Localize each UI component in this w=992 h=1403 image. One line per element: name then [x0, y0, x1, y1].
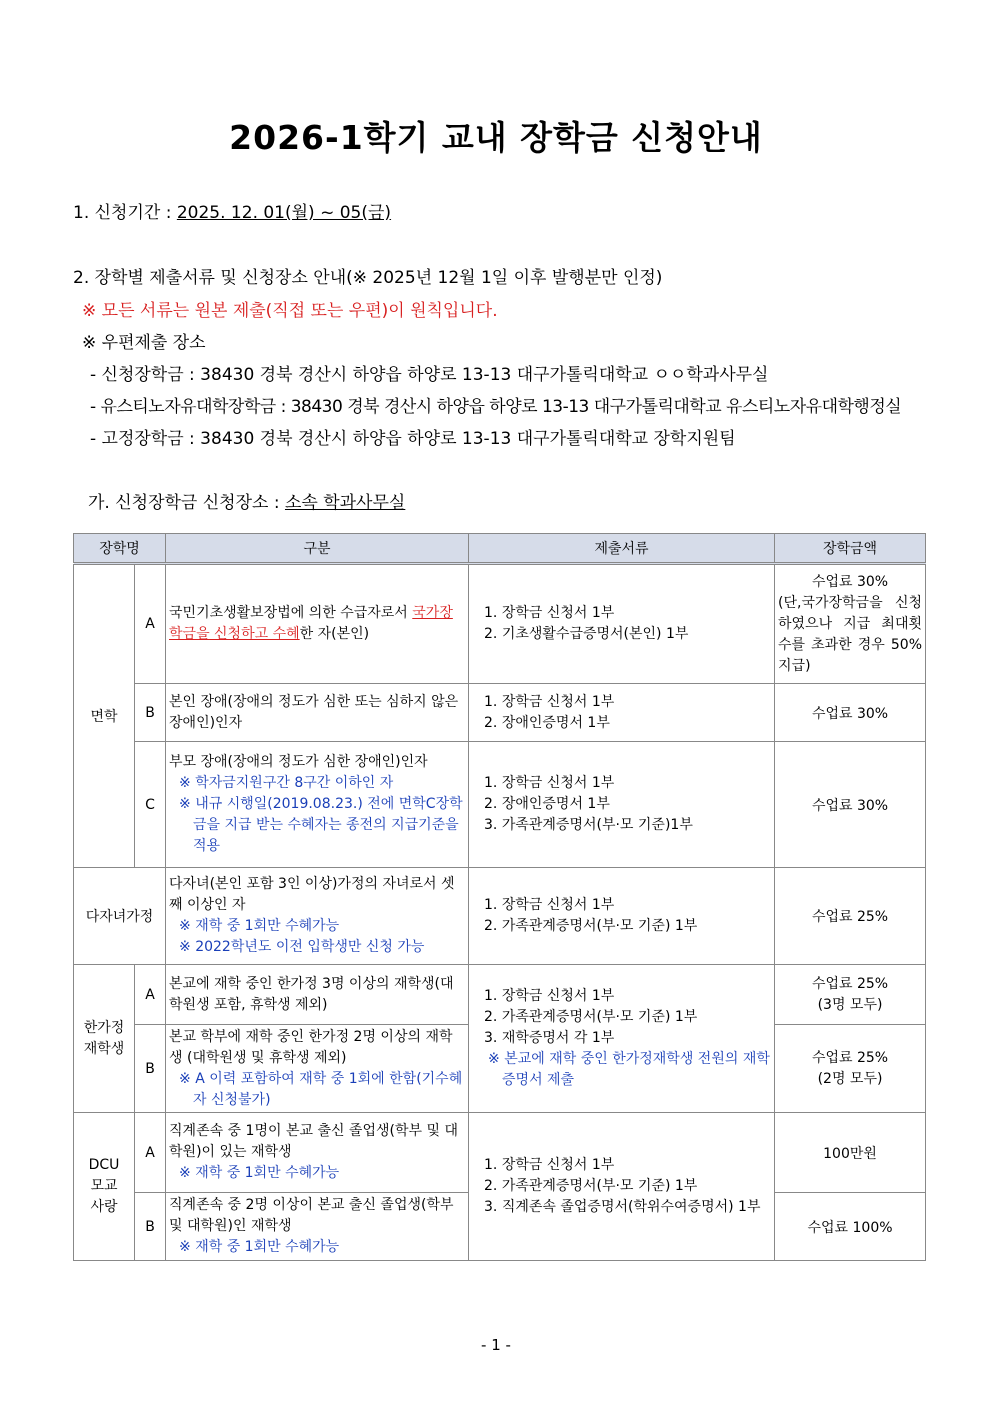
amount-exempt-c: 수업료 30%: [775, 742, 926, 868]
docs-multi: 1. 장학금 신청서 1부 2. 가족관계증명서(부·모 기준) 1부: [469, 868, 775, 965]
application-period: [73, 198, 391, 223]
docs-exempt-b: 1. 장학금 신청서 1부 2. 장애인증명서 1부: [469, 684, 775, 742]
mail-heading: ※ 우편제출 장소: [82, 333, 206, 353]
mail-place-2: - 유스티노자유대학장학금 : 38430 경북 경산시 하양읍 하양로 13-13 대구가톨릭대학교 유스티노자유대학행정실: [90, 397, 902, 417]
code-single-a: A: [135, 965, 166, 1025]
code-exempt-a: A: [135, 564, 166, 684]
header-documents: 제출서류: [469, 534, 775, 564]
code-exempt-c: C: [135, 742, 166, 868]
sub-a-value: 소속 학과사무실: [284, 493, 406, 513]
docs-exempt-a: 1. 장학금 신청서 1부 2. 기초생활수급증명서(본인) 1부: [469, 564, 775, 684]
page-title: 2026-1학기 교내 장학금 신청안내: [229, 118, 763, 157]
original-notice: ※ 모든 서류는 원본 제출(직접 또는 우편)이 원칙입니다.: [82, 301, 498, 321]
scholarship-table: [73, 533, 926, 1261]
name-multi: 다자녀가정: [74, 868, 166, 965]
desc-dcu-b: 직계존속 중 2명 이상이 본교 출신 졸업생(학부 및 대학원)인 재학생 ※ 재학 중 1회만 수혜가능: [166, 1193, 469, 1261]
amount-exempt-a: 수업료 30% (단,국가장학금을 신청하였으나 지급 최대횟수를 초과한 경우 50%지급): [775, 564, 926, 684]
table-row: [74, 564, 926, 684]
name-single: 한가정 재학생: [74, 965, 135, 1113]
code-dcu-a: A: [135, 1113, 166, 1193]
desc-multi: 다자녀(본인 포함 3인 이상)가정의 자녀로서 셋째 이상인 자 ※ 재학 중 1회만 수혜가능 ※ 2022학년도 이전 입학생만 신청 가능: [166, 868, 469, 965]
amount-dcu-b: 수업료 100%: [775, 1193, 926, 1261]
header-amount: 장학금액: [775, 534, 926, 564]
header-name: 장학명: [74, 534, 166, 564]
sub-a-location: [88, 488, 405, 513]
table-row: [74, 742, 926, 868]
docs-dcu: 1. 장학금 신청서 1부 2. 가족관계증명서(부·모 기준) 1부 3. 직계존속 졸업증명서(학위수여증명서) 1부: [469, 1113, 775, 1261]
section2-heading: 2. 장학별 제출서류 및 신청장소 안내(※ 2025년 12월 1일 이후 발행분만 인정): [73, 268, 663, 288]
mail-place-1: - 신청장학금 : 38430 경북 경산시 하양읍 하양로 13-13 대구가톨릭대학교 ㅇㅇ학과사무실: [90, 365, 769, 385]
table-row: [74, 868, 926, 965]
amount-dcu-a: 100만원: [775, 1113, 926, 1193]
code-dcu-b: B: [135, 1193, 166, 1261]
period-value: 2025. 12. 01(월) ~ 05(금): [176, 203, 392, 223]
amount-single-b: 수업료 25% (2명 모두): [775, 1025, 926, 1113]
page-number: - 1 -: [481, 1336, 511, 1354]
name-dcu: DCU 모교 사랑: [74, 1113, 135, 1261]
name-exempt: 면학: [74, 564, 135, 868]
amount-single-a: 수업료 25% (3명 모두): [775, 965, 926, 1025]
docs-single: 1. 장학금 신청서 1부 2. 가족관계증명서(부·모 기준) 1부 3. 재학증명서 각 1부 ※ 본교에 재학 중인 한가정재학생 전원의 재학증명서 제출: [469, 965, 775, 1113]
code-single-b: B: [135, 1025, 166, 1113]
sub-a-label: 가. 신청장학금 신청장소 :: [88, 493, 285, 513]
mail-place-3: - 고정장학금 : 38430 경북 경산시 하양읍 하양로 13-13 대구가톨릭대학교 장학지원팀: [90, 429, 736, 449]
desc-exempt-a: 국민기초생활보장법에 의한 수급자로서 국가장학금을 신청하고 수혜한 자(본인): [166, 564, 469, 684]
table-row: [74, 684, 926, 742]
table-row: [74, 965, 926, 1025]
amount-exempt-b: 수업료 30%: [775, 684, 926, 742]
code-exempt-b: B: [135, 684, 166, 742]
table-row: [74, 1113, 926, 1193]
period-label: 1. 신청기간 :: [73, 203, 177, 223]
desc-dcu-a: 직계존속 중 1명이 본교 출신 졸업생(학부 및 대학원)이 있는 재학생 ※ 재학 중 1회만 수혜가능: [166, 1113, 469, 1193]
docs-exempt-c: 1. 장학금 신청서 1부 2. 장애인증명서 1부 3. 가족관계증명서(부·모 기준)1부: [469, 742, 775, 868]
amount-multi: 수업료 25%: [775, 868, 926, 965]
table-header-row: [74, 534, 926, 564]
header-category: 구분: [166, 534, 469, 564]
desc-exempt-b: 본인 장애(장애의 정도가 심한 또는 심하지 않은 장애인)인자: [166, 684, 469, 742]
desc-exempt-c: 부모 장애(장애의 정도가 심한 장애인)인자 ※ 학자금지원구간 8구간 이하인 자 ※ 내규 시행일(2019.08.23.) 전에 면학C장학금을 지급 받는 수혜자는 종전의 지급기준을 적용: [166, 742, 469, 868]
desc-single-a: 본교에 재학 중인 한가정 3명 이상의 재학생(대학원생 포함, 휴학생 제외): [166, 965, 469, 1025]
desc-single-b: 본교 학부에 재학 중인 한가정 2명 이상의 재학생 (대학원생 및 휴학생 제외) ※ A 이력 포함하여 재학 중 1회에 한함(기수혜자 신청불가): [166, 1025, 469, 1113]
